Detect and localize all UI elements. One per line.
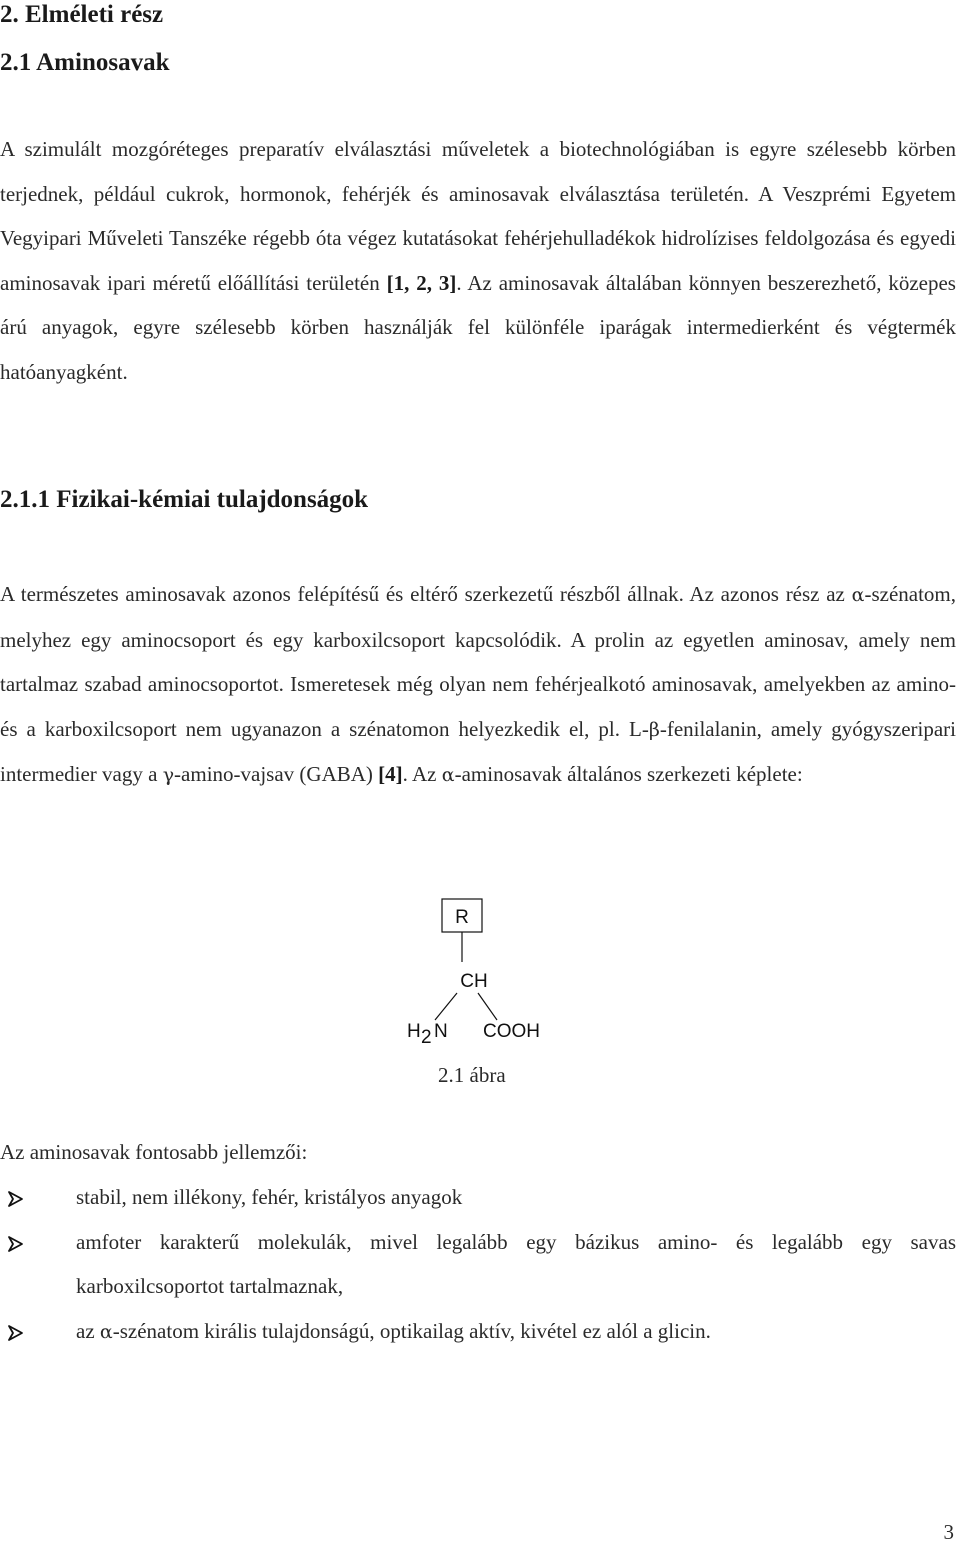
figure-caption: 2.1 ábra bbox=[438, 1063, 506, 1087]
page-number: 3 bbox=[943, 1520, 954, 1544]
ch-label: CH bbox=[460, 971, 488, 992]
properties-text-5: . Az bbox=[402, 762, 442, 786]
properties-text-2: -szénatom, melyhez egy aminocsoport és egy karboxilcsoport kapcsolódik. A prolin az egyetlen aminosav, amely nem tartalmaz szabad aminocsoportot. Ismeretesek még olyan nem fehérjealkotó aminosavak, amelyekben az amino- és a karboxilcsoport nem ugyanazon a szénatomon helyezkedik el, pl. L- bbox=[0, 582, 956, 741]
properties-text-4: -amino-vajsav (GABA) bbox=[174, 762, 379, 786]
list-item-text: stabil, nem illékony, fehér, kristályos anyagok bbox=[76, 1185, 463, 1209]
intro-paragraph bbox=[0, 127, 956, 394]
properties-text-1: A természetes aminosavak azonos felépítésű és eltérő szerkezetű részből állnak. Az azonos rész az bbox=[0, 582, 852, 606]
properties-text-3: -fenilalanin, amely gyógyszeripari intermedier vagy a bbox=[0, 716, 957, 786]
gamma-symbol: γ bbox=[162, 764, 175, 786]
r-group-label: R bbox=[455, 907, 469, 928]
amino-acid-structure-diagram bbox=[395, 890, 575, 1050]
beta-symbol: β bbox=[648, 718, 660, 741]
alpha-symbol: α bbox=[99, 1320, 113, 1343]
h-label: H bbox=[407, 1021, 421, 1042]
arrowhead-bullet-icon bbox=[6, 1234, 26, 1254]
citation-4: [4] bbox=[378, 762, 403, 786]
properties-paragraph bbox=[0, 572, 956, 798]
section-heading: 2. Elméleti rész bbox=[0, 1, 164, 28]
list-item bbox=[0, 1175, 956, 1220]
subsubsection-heading: 2.1.1 Fizikai-kémiai tulajdonságok bbox=[0, 486, 369, 513]
citation-1-2-3: [1, 2, 3] bbox=[386, 270, 457, 295]
bond-ch-cooh bbox=[478, 993, 497, 1020]
arrowhead-bullet-icon bbox=[6, 1323, 26, 1343]
properties-text-6: -aminosavak általános szerkezeti képlete: bbox=[454, 762, 803, 786]
n-label: N bbox=[434, 1021, 448, 1042]
intro-text-b: . Az aminosavak általában könnyen beszerezhető, közepes árú anyagok, egyre szélesebb körben használják fel különféle iparágak intermedierként és végtermék hatóanyagként. bbox=[0, 270, 956, 384]
alpha-symbol: α bbox=[851, 584, 865, 606]
arrowhead-bullet-icon bbox=[6, 1189, 26, 1209]
list-item bbox=[0, 1309, 956, 1355]
subscript-2: 2 bbox=[421, 1027, 432, 1048]
cooh-label: COOH bbox=[483, 1021, 540, 1042]
intro-text-a: A szimulált mozgóréteges preparatív elválasztási műveletek a biotechnológiában is egyre szélesebb körben terjednek, például cukrok, hormonok, fehérjék és aminosavak elválasztása területén. A Veszprémi Egyetem Vegyipari Műveleti Tanszéke régebb óta végez kutatásokat fehérjehulladékok hidrolízises feldolgozása és egyedi aminosavak ipari méretű előállítási területén bbox=[0, 137, 956, 295]
list-item-text-post: -szénatom királis tulajdonságú, optikailag aktív, kivétel ez alól a glicin. bbox=[112, 1318, 711, 1343]
features-heading: Az aminosavak fontosabb jellemzői: bbox=[0, 1140, 308, 1164]
list-item-text: amfoter karakterű molekulák, mivel legalább egy bázikus amino- és legalább egy savas karboxilcsoportot tartalmaznak, bbox=[76, 1229, 956, 1298]
alpha-symbol: α bbox=[441, 764, 455, 786]
list-item bbox=[0, 1220, 956, 1309]
list-item-text-pre: az bbox=[76, 1318, 100, 1343]
subsection-heading: 2.1 Aminosavak bbox=[0, 49, 170, 76]
bond-ch-n bbox=[435, 993, 457, 1020]
features-list bbox=[0, 1175, 956, 1354]
